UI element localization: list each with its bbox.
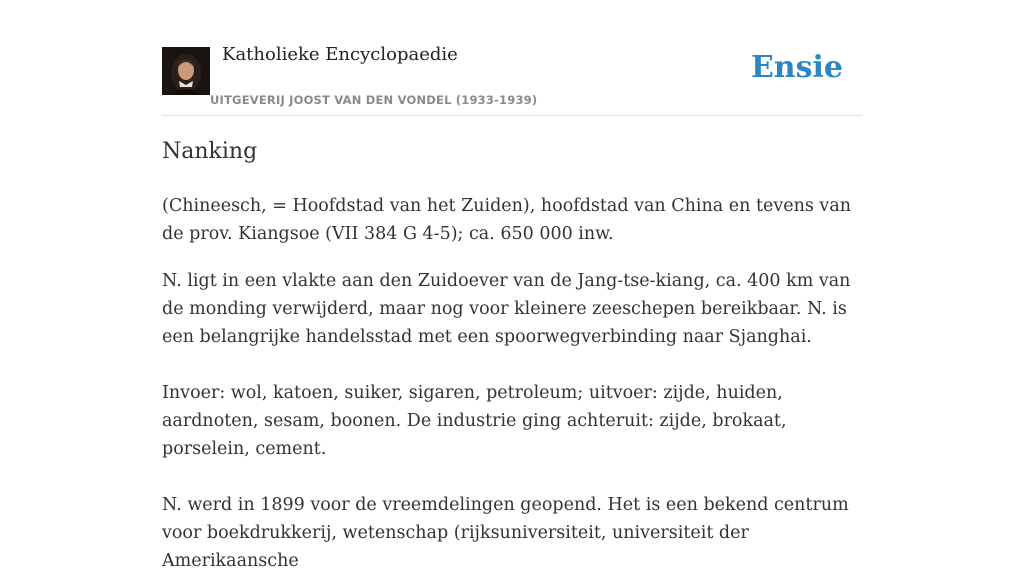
article-paragraph: N. ligt in een vlakte aan den Zuidoever van de Jang-tse-kiang, ca. 400 km van de monding verwijderd, maar nog voor kleinere zeeschepen bereikbaar. N. is een belangrijke handelsstad met een spoorwegverbinding naar Sjanghai. — [162, 271, 851, 347]
article-paragraph: Invoer: wol, katoen, suiker, sigaren, petroleum; uitvoer: zijde, huiden, aardnoten, sesam, boonen. De industrie ging achteruit: zijde, brokaat, porselein, cement. — [162, 383, 787, 459]
encyclopedia-title-link[interactable]: Katholieke Encyclopaedie — [222, 44, 458, 65]
article-body — [162, 192, 862, 575]
publisher-label: UITGEVERIJ JOOST VAN DEN VONDEL (1933-1939) — [210, 93, 538, 107]
article-paragraph: N. werd in 1899 voor de vreemdelingen geopend. Het is een bekend centrum voor boekdrukkerij, wetenschap (rijksuniversiteit, universiteit der Amerikaansche — [162, 495, 849, 571]
article-container — [162, 0, 862, 571]
encyclopedia-header — [162, 0, 862, 116]
article-paragraph: (Chineesch, = Hoofdstad van het Zuiden), hoofdstad van China en tevens van de prov. Kiangsoe (VII 384 G 4-5); ca. 650 000 inw. — [162, 196, 852, 244]
article-headword: Nanking — [162, 139, 258, 164]
portrait-avatar-icon[interactable] — [162, 47, 210, 95]
ensie-logo-link[interactable]: Ensie — [750, 50, 843, 85]
